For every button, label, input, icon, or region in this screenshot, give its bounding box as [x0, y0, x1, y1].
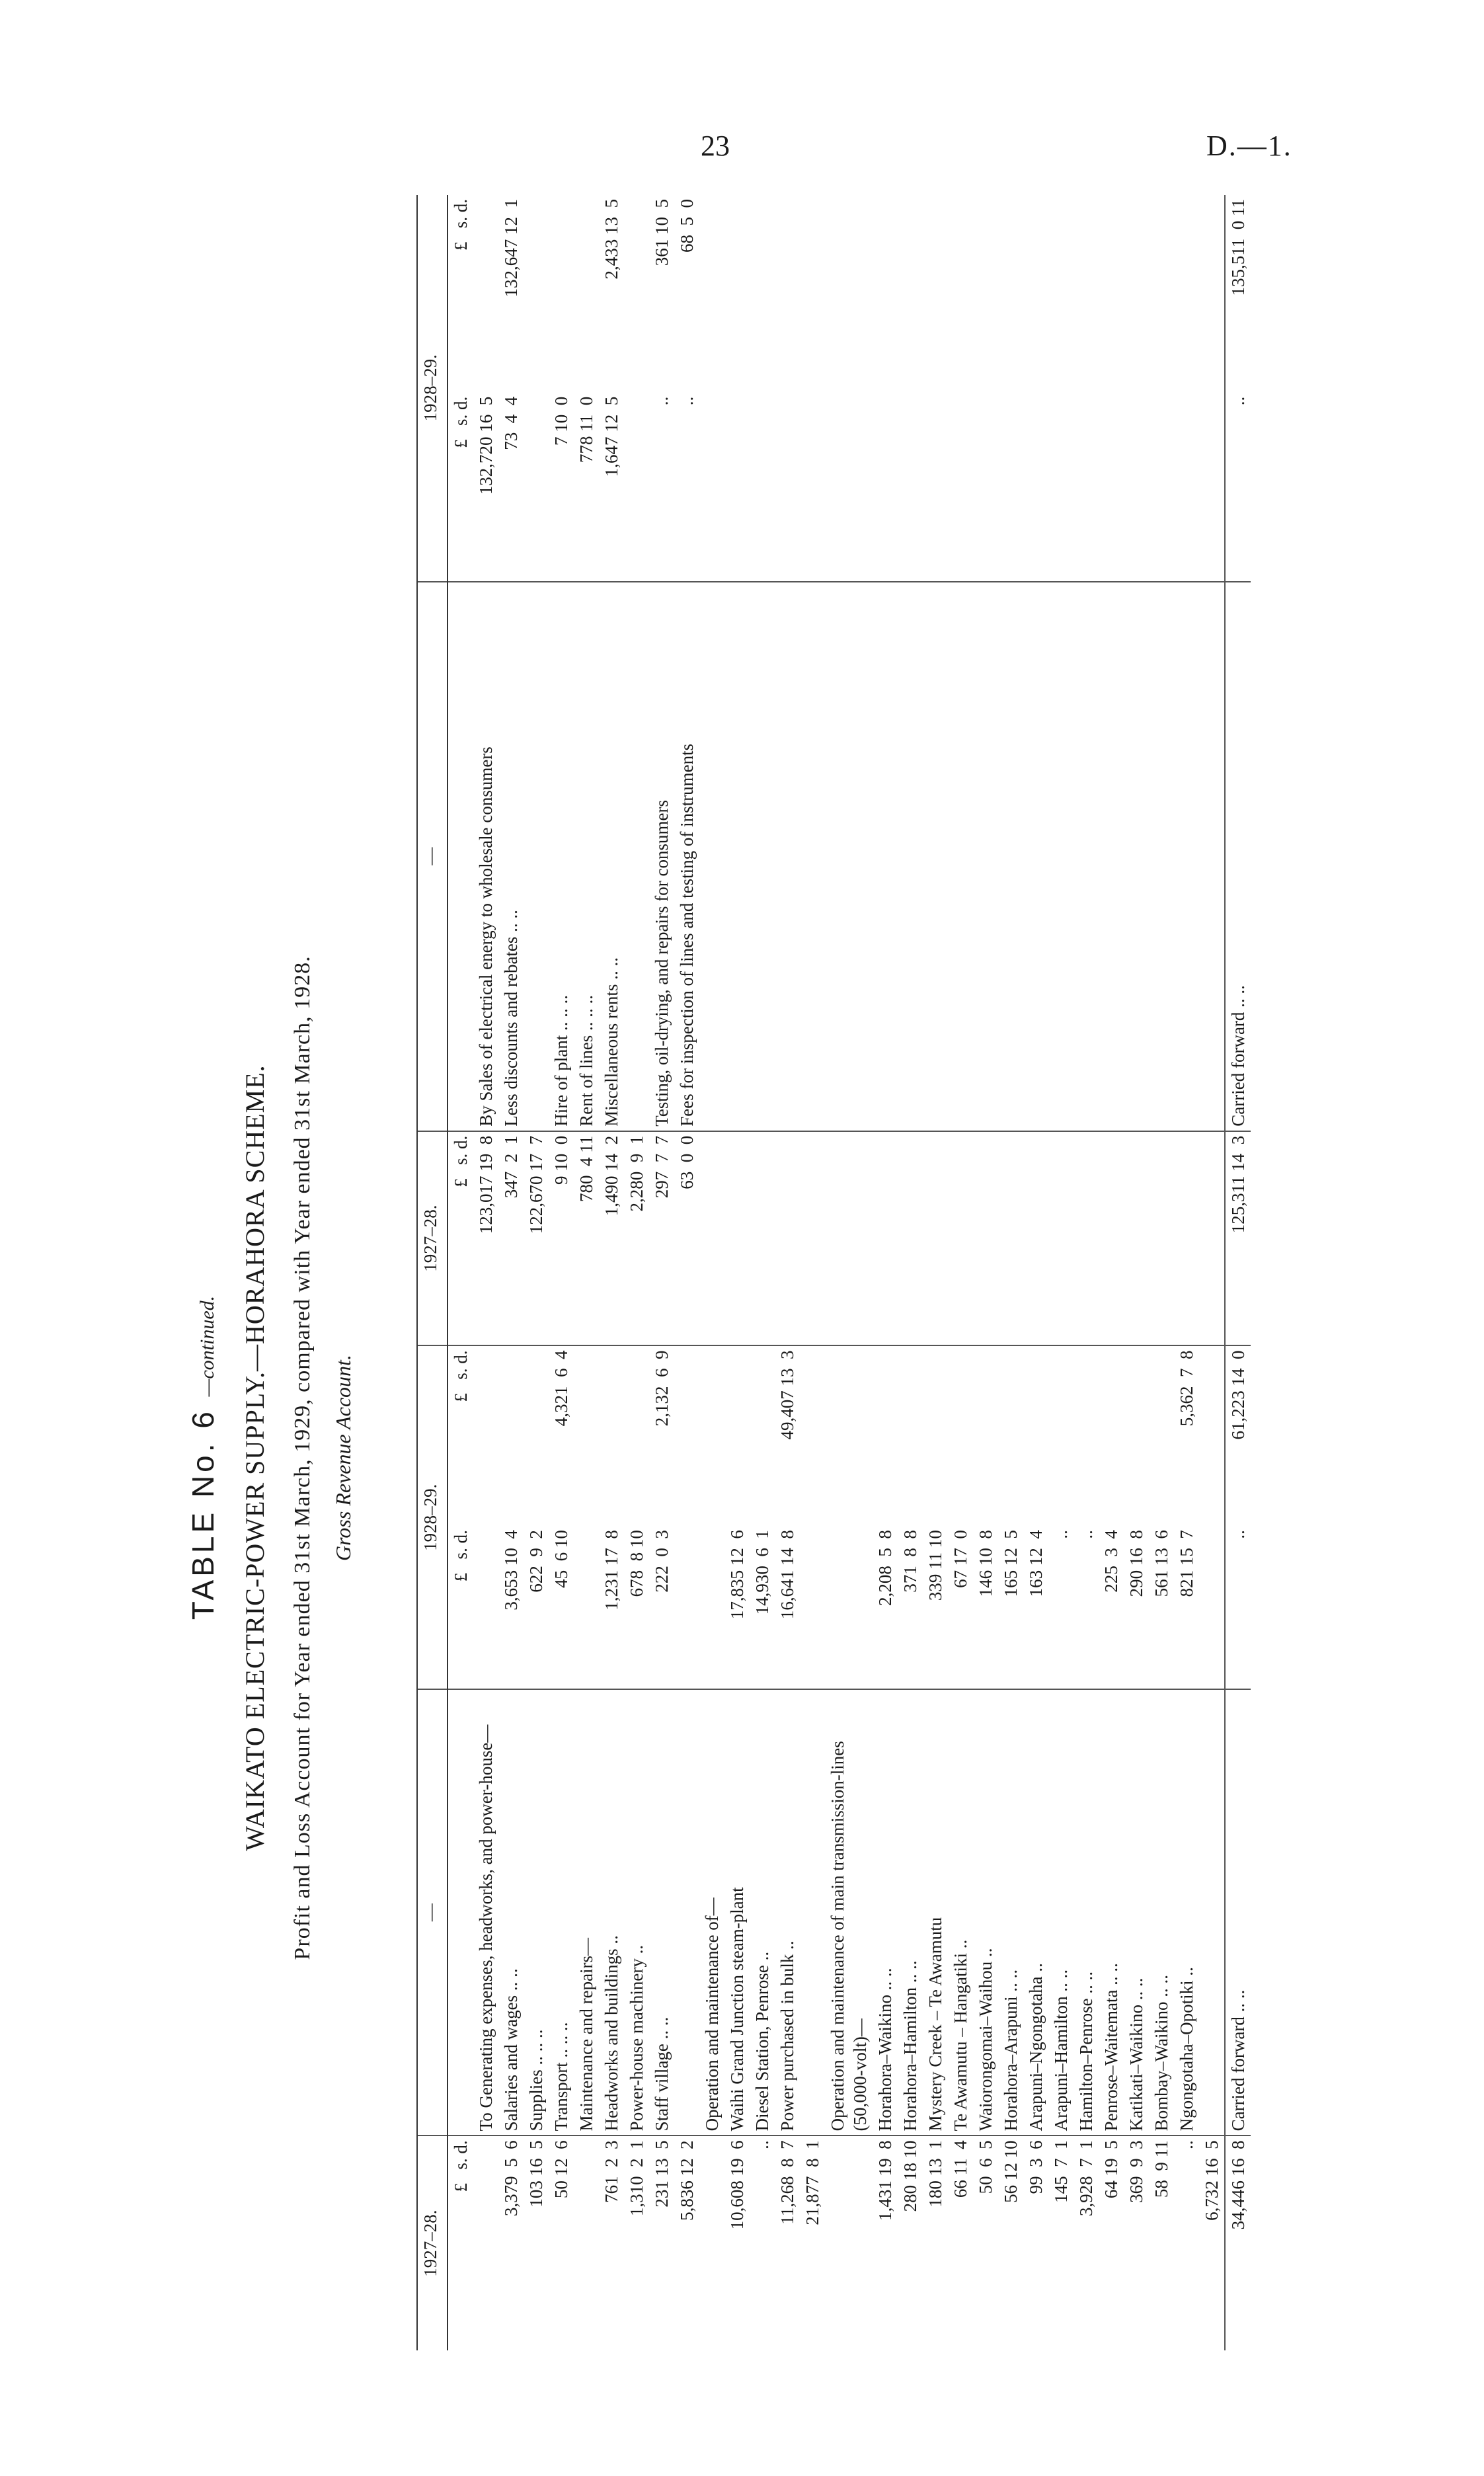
credit-description: [923, 582, 948, 1131]
debit-prev-amount: ..: [1177, 2140, 1196, 2149]
credit-description: [1174, 582, 1199, 1131]
credit-total-amount: [1023, 195, 1048, 393]
debit-description: Supplies .. .. ..: [524, 1689, 549, 2136]
credit-detail-amount: ..: [674, 393, 699, 582]
credit-total-amount: [1048, 195, 1074, 393]
credit-description: [1074, 582, 1099, 1131]
debit-detail-amount: [1199, 1526, 1225, 1689]
debit-detail-amount: 622 9 2: [524, 1526, 549, 1689]
credit-description: Testing, oil-drying, and repairs for consumers: [649, 582, 674, 1131]
table-row: [1199, 195, 1225, 2350]
debit-prev-amount: 761 2 3: [602, 2140, 621, 2203]
credit-prev-amount: [873, 1131, 898, 1346]
credit-total-amount: [973, 195, 998, 393]
debit-detail-amount: [800, 1526, 825, 1689]
debit-prev-amount: 50 12 6: [551, 2140, 571, 2199]
credit-detail-amount: [825, 393, 873, 582]
units-row: [448, 195, 473, 2350]
rotated-table-page: [112, 195, 1348, 2350]
credit-total-amount: [699, 195, 724, 393]
credit-detail-amount: [750, 393, 775, 582]
credit-prev-amount: [1149, 1131, 1174, 1346]
debit-description: Maintenance and repairs—: [574, 1689, 599, 2136]
debit-prev-amount: 66 11 4: [951, 2140, 970, 2198]
credit-description: [1023, 582, 1048, 1131]
credit-description: [873, 582, 898, 1131]
table-row: [599, 195, 624, 2350]
units-label: £ s. d.: [448, 1526, 473, 1689]
credit-carried-prev: 125,311 14 3: [1225, 1131, 1251, 1346]
debit-prev-amount: 21,877 8 1: [802, 2140, 822, 2225]
table-row: [549, 195, 574, 2350]
debit-total-amount: [674, 1345, 699, 1526]
title-block: [112, 565, 356, 2350]
credit-prev-amount: 122,670 17 7: [524, 1131, 549, 1346]
credit-prev-amount: [699, 1131, 724, 1346]
debit-prev-amount: 64 19 5: [1101, 2140, 1121, 2199]
credit-detail-amount: [524, 393, 549, 582]
debit-total-amount: 5,362 7 8: [1177, 1350, 1196, 1427]
credit-detail-amount: [1099, 393, 1124, 582]
debit-carried-label: Carried forward .. ..: [1225, 1689, 1251, 2136]
debit-description: Staff village .. ..: [649, 1689, 674, 2136]
credit-detail-amount: [699, 393, 724, 582]
table-row: [998, 195, 1023, 2350]
credit-description: [624, 582, 649, 1131]
credit-prev-amount: 63 0 0: [674, 1131, 699, 1346]
debit-total-amount: [825, 1345, 873, 1526]
debit-total-amount: [1099, 1345, 1124, 1526]
credit-detail-amount: [898, 393, 923, 582]
credit-detail-amount: [1048, 393, 1074, 582]
credit-total-amount: 361 10 5: [652, 199, 672, 266]
credit-description: [1199, 582, 1225, 1131]
credit-total-amount: [775, 195, 800, 393]
table-row: [524, 195, 549, 2350]
credit-total-amount: [1099, 195, 1124, 393]
debit-description: Katikati–Waikino .. ..: [1124, 1689, 1149, 2136]
debit-detail-amount: [674, 1526, 699, 1689]
credit-prev-amount: [750, 1131, 775, 1346]
credit-prev-amount: [1174, 1131, 1199, 1346]
debit-total-amount: [1199, 1345, 1225, 1526]
credit-total-amount: [1174, 195, 1199, 393]
debit-description: To Generating expenses, headworks, and power-house—: [473, 1689, 498, 2136]
units-label: £ s. d.: [451, 1350, 471, 1402]
table-row: [1023, 195, 1048, 2350]
header-curr-credit: 1928–29.: [417, 195, 448, 582]
debit-total-amount: [873, 1345, 898, 1526]
credit-total-amount: [948, 195, 973, 393]
debit-prev-amount: 231 13 5: [652, 2140, 672, 2208]
table-row: [898, 195, 923, 2350]
debit-detail-amount: 45 6 10: [549, 1526, 574, 1689]
debit-detail-amount: [574, 1526, 599, 1689]
table-row: [948, 195, 973, 2350]
debit-total-amount: [923, 1345, 948, 1526]
credit-prev-amount: [1074, 1131, 1099, 1346]
debit-description: Headworks and buildings ..: [599, 1689, 624, 2136]
credit-description: [1124, 582, 1149, 1131]
credit-detail-amount: [1174, 393, 1199, 582]
credit-description: [699, 582, 724, 1131]
debit-description: Transport .. .. ..: [549, 1689, 574, 2136]
credit-total-amount: 2,433 13 5: [602, 199, 621, 280]
debit-description: [674, 1689, 699, 2136]
credit-prev-amount: [973, 1131, 998, 1346]
debit-description: [800, 1689, 825, 2136]
debit-total-amount: [574, 1345, 599, 1526]
table-row: [649, 195, 674, 2350]
credit-description: [998, 582, 1023, 1131]
credit-detail-amount: [775, 393, 800, 582]
debit-total-amount: [898, 1345, 923, 1526]
table-row: [1099, 195, 1124, 2350]
credit-detail-amount: [800, 393, 825, 582]
credit-description: Miscellaneous rents .. ..: [599, 582, 624, 1131]
debit-detail-amount: 561 13 6: [1149, 1526, 1174, 1689]
credit-detail-amount: ..: [649, 393, 674, 582]
credit-description: [750, 582, 775, 1131]
debit-total-amount: [524, 1345, 549, 1526]
credit-detail-amount: 132,720 16 5: [473, 393, 498, 582]
debit-detail-amount: 290 16 8: [1124, 1526, 1149, 1689]
credit-prev-amount: [800, 1131, 825, 1346]
debit-prev-amount: 50 6 5: [976, 2140, 996, 2194]
credit-prev-amount: 9 10 0: [549, 1131, 574, 1346]
debit-prev-amount: 1,310 2 1: [627, 2140, 646, 2217]
debit-carried-detail: ..: [1225, 1526, 1251, 1689]
debit-prev-amount: ..: [752, 2140, 772, 2149]
debit-description: Power purchased in bulk ..: [775, 1689, 800, 2136]
debit-prev-amount: 369 9 3: [1126, 2140, 1146, 2203]
debit-detail-amount: [825, 1526, 873, 1689]
debit-prev-amount: 103 16 5: [526, 2140, 546, 2208]
credit-prev-amount: [724, 1131, 750, 1346]
debit-detail-amount: 165 12 5: [998, 1526, 1023, 1689]
credit-detail-amount: [948, 393, 973, 582]
credit-prev-amount: [948, 1131, 973, 1346]
table-row: [1074, 195, 1099, 2350]
credit-carried-label: Carried forward .. ..: [1225, 582, 1251, 1131]
debit-total-amount: [1023, 1345, 1048, 1526]
table-row: [699, 195, 724, 2350]
credit-description: [524, 582, 549, 1131]
credit-total-amount: 132,647 12 1: [501, 199, 521, 298]
header-desc-debit: —: [417, 1689, 448, 2136]
credit-detail-amount: 73 4 4: [498, 393, 524, 582]
credit-description: [948, 582, 973, 1131]
debit-prev-amount: 145 7 1: [1051, 2140, 1071, 2203]
debit-description: Mystery Creek – Te Awamutu: [923, 1689, 948, 2136]
debit-prev-amount: 1,431 19 8: [875, 2140, 895, 2221]
table-title: TABLE No. 6 —continued.: [186, 1295, 220, 1620]
units-label: £ s. d.: [448, 393, 473, 582]
credit-carried-detail: ..: [1225, 393, 1251, 582]
credit-description: Rent of lines .. .. ..: [574, 582, 599, 1131]
credit-description: Fees for inspection of lines and testing of instruments: [674, 582, 699, 1131]
debit-prev-amount: 58 9 11: [1152, 2140, 1171, 2198]
debit-description: Hamilton–Penrose .. ..: [1074, 1689, 1099, 2136]
credit-description: [973, 582, 998, 1131]
credit-description: [1099, 582, 1124, 1131]
credit-total-amount: 68 5 0: [677, 199, 697, 253]
credit-prev-amount: 1,490 14 2: [599, 1131, 624, 1346]
debit-prev-amount: 10,608 19 6: [727, 2140, 747, 2230]
credit-description: [898, 582, 923, 1131]
credit-total-amount: [1074, 195, 1099, 393]
credit-detail-amount: [1124, 393, 1149, 582]
credit-prev-amount: 2,280 9 1: [624, 1131, 649, 1346]
debit-detail-amount: 16,641 14 8: [775, 1526, 800, 1689]
credit-detail-amount: 1,647 12 5: [599, 393, 624, 582]
credit-prev-amount: [1199, 1131, 1225, 1346]
credit-detail-amount: [998, 393, 1023, 582]
account-subtitle: Gross Revenue Account.: [331, 1355, 355, 1561]
credit-total-amount: [998, 195, 1023, 393]
debit-total-amount: 2,132 6 9: [652, 1350, 672, 1427]
document-reference: D.—1.: [1206, 130, 1292, 162]
debit-carried-total: 61,223 14 0: [1225, 1345, 1251, 1526]
debit-description: Waihi Grand Junction steam-plant: [724, 1689, 750, 2136]
credit-prev-amount: [923, 1131, 948, 1346]
debit-detail-amount: [473, 1526, 498, 1689]
credit-detail-amount: [1023, 393, 1048, 582]
credit-prev-amount: [1124, 1131, 1149, 1346]
credit-prev-amount: [998, 1131, 1023, 1346]
debit-detail-amount: 2,208 5 8: [873, 1526, 898, 1689]
scheme-title: WAIKATO ELECTRIC-POWER SUPPLY.—HORAHORA SCHEME.: [240, 1064, 270, 1851]
credit-total-amount: [724, 195, 750, 393]
debit-description: Diesel Station, Penrose ..: [750, 1689, 775, 2136]
table-row: [750, 195, 775, 2350]
debit-total-amount: 49,407 13 3: [777, 1350, 797, 1440]
debit-detail-amount: 821 15 7: [1174, 1526, 1199, 1689]
credit-description: [724, 582, 750, 1131]
debit-detail-amount: 146 10 8: [973, 1526, 998, 1689]
credit-description: Less discounts and rebates .. ..: [498, 582, 524, 1131]
debit-prev-amount: 99 3 6: [1026, 2140, 1046, 2194]
credit-description: [825, 582, 873, 1131]
credit-description: [1149, 582, 1174, 1131]
debit-prev-amount: 3,928 7 1: [1076, 2140, 1096, 2217]
debit-description: Operation and maintenance of main transmission-lines (50,000-volt)—: [825, 1689, 873, 2136]
credit-total-amount: [750, 195, 775, 393]
debit-total-amount: [998, 1345, 1023, 1526]
credit-description: [1048, 582, 1074, 1131]
account-title: Profit and Loss Account for Year ended 31st March, 1929, compared with Year ended 31st March, 1928.: [290, 955, 315, 1960]
debit-total-amount: [699, 1345, 724, 1526]
debit-description: Power-house machinery ..: [624, 1689, 649, 2136]
credit-total-amount: [923, 195, 948, 393]
credit-total-amount: [524, 195, 549, 393]
credit-detail-amount: [624, 393, 649, 582]
debit-description: Te Awamutu – Hangatiki ..: [948, 1689, 973, 2136]
table-row: [1048, 195, 1074, 2350]
table-row: [724, 195, 750, 2350]
debit-prev-amount: 56 12 10: [1001, 2140, 1021, 2203]
table-row: [1149, 195, 1174, 2350]
debit-total-amount: [1074, 1345, 1099, 1526]
units-label: £ s. d.: [451, 2140, 471, 2192]
credit-detail-amount: [1074, 393, 1099, 582]
credit-detail-amount: [1149, 393, 1174, 582]
debit-total-amount: [473, 1345, 498, 1526]
debit-prev-amount: [473, 2136, 498, 2350]
debit-detail-amount: 3,653 10 4: [498, 1526, 524, 1689]
debit-total-amount: [1124, 1345, 1149, 1526]
table-row: [923, 195, 948, 2350]
carried-forward-row: [1225, 195, 1251, 2350]
debit-description: Arapuni–Hamilton .. ..: [1048, 1689, 1074, 2136]
credit-description: [775, 582, 800, 1131]
debit-total-amount: [1048, 1345, 1074, 1526]
table-row: [873, 195, 898, 2350]
credit-total-amount: [574, 195, 599, 393]
credit-prev-amount: [1099, 1131, 1124, 1346]
credit-total-amount: [825, 195, 873, 393]
header-prev-debit: 1927–28.: [417, 2136, 448, 2350]
debit-total-amount: [800, 1345, 825, 1526]
table-row: [498, 195, 524, 2350]
credit-prev-amount: 123,017 19 8: [473, 1131, 498, 1346]
units-label: £ s. d.: [451, 199, 471, 251]
credit-description: Hire of plant .. .. ..: [549, 582, 574, 1131]
table-row: [825, 195, 873, 2350]
credit-detail-amount: [973, 393, 998, 582]
debit-description: Horahora–Hamilton .. ..: [898, 1689, 923, 2136]
credit-prev-amount: [775, 1131, 800, 1346]
credit-carried-total: 135,511 0 11: [1225, 195, 1251, 393]
table-row: [624, 195, 649, 2350]
debit-detail-amount: 1,231 17 8: [599, 1526, 624, 1689]
table-row: [1174, 195, 1199, 2350]
debit-prev-amount: [699, 2136, 724, 2350]
debit-prev-amount: 5,836 12 2: [677, 2140, 697, 2221]
credit-prev-amount: [1048, 1131, 1074, 1346]
table-row: [674, 195, 699, 2350]
debit-total-amount: [750, 1345, 775, 1526]
debit-description: Ngongotaha–Opotiki ..: [1174, 1689, 1199, 2136]
table-row: [775, 195, 800, 2350]
debit-description: Horahora–Waikino .. ..: [873, 1689, 898, 2136]
debit-description: Waiorongomai–Waihou ..: [973, 1689, 998, 2136]
header-row: [417, 195, 448, 2350]
debit-carried-prev: 34,446 16 8: [1225, 2136, 1251, 2350]
credit-total-amount: [1199, 195, 1225, 393]
page-number: 23: [701, 130, 730, 162]
credit-total-amount: [898, 195, 923, 393]
debit-prev-amount: [574, 2136, 599, 2350]
table-row: [800, 195, 825, 2350]
table-row: [574, 195, 599, 2350]
debit-detail-amount: 339 11 10: [923, 1526, 948, 1689]
debit-total-amount: [498, 1345, 524, 1526]
credit-description: By Sales of electrical energy to wholesale consumers: [473, 582, 498, 1131]
debit-detail-amount: ..: [1074, 1526, 1099, 1689]
debit-prev-amount: [825, 2136, 873, 2350]
credit-prev-amount: 347 2 1: [498, 1131, 524, 1346]
credit-total-amount: [873, 195, 898, 393]
debit-description: Horahora–Arapuni .. ..: [998, 1689, 1023, 2136]
table-row: [473, 195, 498, 2350]
debit-prev-amount: 280 18 10: [900, 2140, 920, 2212]
debit-description: Arapuni–Ngongotaha ..: [1023, 1689, 1048, 2136]
credit-total-amount: [624, 195, 649, 393]
debit-detail-amount: 67 17 0: [948, 1526, 973, 1689]
debit-total-amount: 4,321 6 4: [551, 1350, 571, 1427]
credit-detail-amount: [923, 393, 948, 582]
credit-detail-amount: [724, 393, 750, 582]
debit-prev-amount: 11,268 8 7: [777, 2140, 797, 2225]
debit-detail-amount: 225 3 4: [1099, 1526, 1124, 1689]
debit-total-amount: [1149, 1345, 1174, 1526]
debit-detail-amount: 14,930 6 1: [750, 1526, 775, 1689]
credit-detail-amount: 778 11 0: [574, 393, 599, 582]
debit-description: Salaries and wages .. ..: [498, 1689, 524, 2136]
table-row: [973, 195, 998, 2350]
units-label: £ s. d.: [448, 1131, 473, 1346]
credit-detail-amount: 7 10 0: [549, 393, 574, 582]
credit-detail-amount: [873, 393, 898, 582]
credit-prev-amount: 297 7 7: [649, 1131, 674, 1346]
revenue-ledger: [416, 195, 1251, 2350]
debit-description: [1199, 1689, 1225, 2136]
credit-total-amount: [549, 195, 574, 393]
credit-detail-amount: [1199, 393, 1225, 582]
debit-prev-amount: 3,379 5 6: [501, 2140, 521, 2217]
credit-prev-amount: 780 4 11: [574, 1131, 599, 1346]
credit-total-amount: [1149, 195, 1174, 393]
debit-total-amount: [973, 1345, 998, 1526]
header-curr-debit: 1928–29.: [417, 1345, 448, 1689]
debit-detail-amount: 222 0 3: [649, 1526, 674, 1689]
debit-detail-amount: 678 8 10: [624, 1526, 649, 1689]
debit-detail-amount: 163 12 4: [1023, 1526, 1048, 1689]
debit-prev-amount: 6,732 16 5: [1202, 2140, 1222, 2221]
debit-detail-amount: [699, 1526, 724, 1689]
debit-description: Bombay–Waikino .. ..: [1149, 1689, 1174, 2136]
header-desc-credit: —: [417, 582, 448, 1131]
credit-total-amount: [1124, 195, 1149, 393]
credit-prev-amount: [1023, 1131, 1048, 1346]
debit-detail-amount: ..: [1048, 1526, 1074, 1689]
debit-total-amount: [724, 1345, 750, 1526]
debit-total-amount: [599, 1345, 624, 1526]
debit-detail-amount: 371 8 8: [898, 1526, 923, 1689]
table-row: [1124, 195, 1149, 2350]
credit-description: [800, 582, 825, 1131]
credit-total-amount: [473, 195, 498, 393]
debit-total-amount: [948, 1345, 973, 1526]
debit-description: Penrose–Waitemata .. ..: [1099, 1689, 1124, 2136]
debit-description: Operation and maintenance of—: [699, 1689, 724, 2136]
credit-prev-amount: [898, 1131, 923, 1346]
credit-total-amount: [800, 195, 825, 393]
debit-prev-amount: 180 13 1: [925, 2140, 945, 2208]
debit-detail-amount: 17,835 12 6: [724, 1526, 750, 1689]
header-prev-credit: 1927–28.: [417, 1131, 448, 1346]
credit-prev-amount: [825, 1131, 873, 1346]
debit-total-amount: [624, 1345, 649, 1526]
